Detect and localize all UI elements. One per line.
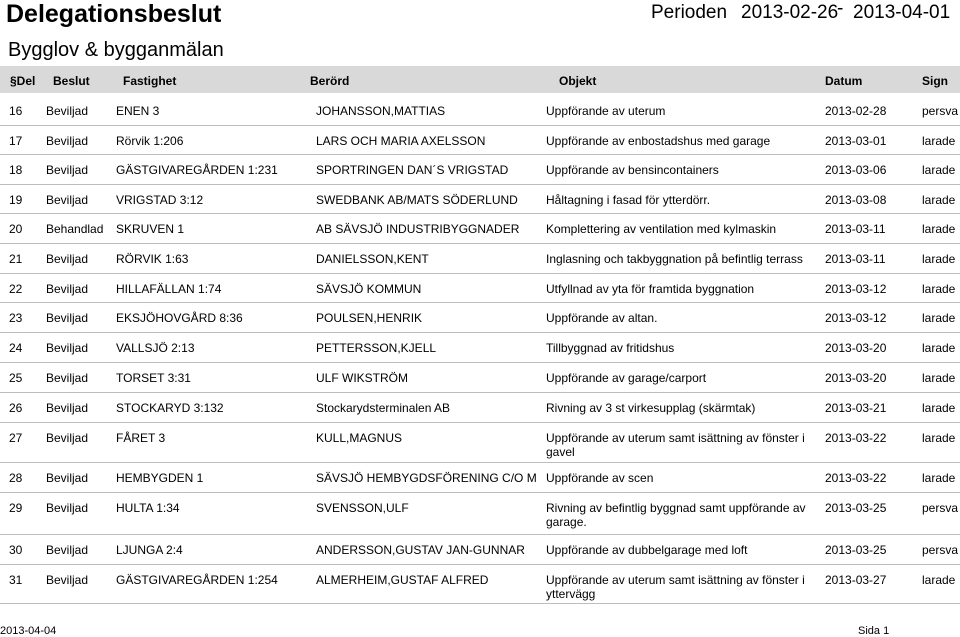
cell-datum: 2013-02-28 (825, 104, 887, 118)
table-row (0, 193, 960, 223)
cell-sign: larade (922, 573, 956, 587)
cell-del: 31 (9, 573, 23, 587)
cell-datum: 2013-03-22 (825, 471, 887, 485)
table-row (0, 104, 960, 134)
cell-objekt: Uppförande av garage/carport (546, 371, 707, 385)
cell-sign: larade (922, 282, 956, 296)
cell-berord: ULF WIKSTRÖM (316, 371, 408, 385)
cell-objekt: Rivning av befintlig byggnad samt uppförande av garage. (546, 501, 806, 529)
cell-berord: AB SÄVSJÖ INDUSTRIBYGGNADER (316, 222, 520, 236)
cell-sign: larade (922, 311, 956, 325)
column-header-fastighet: Fastighet (123, 74, 177, 88)
cell-beslut: Beviljad (46, 573, 89, 587)
cell-datum: 2013-03-22 (825, 431, 887, 445)
cell-berord: LARS OCH MARIA AXELSSON (316, 134, 486, 148)
cell-objekt: Uppförande av dubbelgarage med loft (546, 543, 748, 557)
cell-beslut: Beviljad (46, 193, 89, 207)
cell-objekt: Uppförande av enbostadshus med garage (546, 134, 771, 148)
footer-page-number: Sida 1 (858, 625, 890, 637)
column-header-datum: Datum (825, 74, 863, 88)
cell-datum: 2013-03-25 (825, 501, 887, 515)
cell-fastighet: ENEN 3 (116, 104, 160, 118)
cell-datum: 2013-03-21 (825, 401, 887, 415)
footer-date: 2013-04-04 (0, 625, 57, 637)
cell-fastighet: FÅRET 3 (116, 431, 166, 445)
cell-fastighet: RÖRVIK 1:63 (116, 252, 189, 266)
table-row (0, 401, 960, 431)
cell-datum: 2013-03-27 (825, 573, 887, 587)
cell-objekt: Rivning av 3 st virkesupplag (skärmtak) (546, 401, 756, 415)
cell-fastighet: HILLAFÄLLAN 1:74 (116, 282, 222, 296)
cell-del: 19 (9, 193, 23, 207)
cell-sign: larade (922, 163, 956, 177)
cell-beslut: Beviljad (46, 252, 89, 266)
cell-del: 21 (9, 252, 23, 266)
cell-objekt: Inglasning och takbyggnation på befintlig terrass (546, 252, 803, 266)
table-row (0, 371, 960, 401)
cell-datum: 2013-03-12 (825, 282, 887, 296)
row-divider (0, 302, 960, 303)
row-divider (0, 392, 960, 393)
cell-datum: 2013-03-20 (825, 371, 887, 385)
cell-fastighet: VRIGSTAD 3:12 (116, 193, 204, 207)
row-divider (0, 273, 960, 274)
cell-sign: larade (922, 471, 956, 485)
cell-sign: larade (922, 401, 956, 415)
cell-fastighet: VALLSJÖ 2:13 (116, 341, 195, 355)
cell-sign: larade (922, 371, 956, 385)
row-divider (0, 362, 960, 363)
cell-sign: larade (922, 134, 956, 148)
cell-objekt: Utfyllnad av yta för framtida byggnation (546, 282, 755, 296)
table-row (0, 222, 960, 252)
cell-fastighet: STOCKARYD 3:132 (116, 401, 224, 415)
table-row (0, 163, 960, 193)
cell-berord: PETTERSSON,KJELL (316, 341, 437, 355)
cell-del: 22 (9, 282, 23, 296)
period-to: 2013-04-01 (853, 2, 951, 23)
cell-fastighet: SKRUVEN 1 (116, 222, 185, 236)
cell-del: 18 (9, 163, 23, 177)
cell-fastighet: Rörvik 1:206 (116, 134, 184, 148)
cell-beslut: Beviljad (46, 401, 89, 415)
row-divider (0, 332, 960, 333)
cell-beslut: Beviljad (46, 341, 89, 355)
cell-del: 17 (9, 134, 23, 148)
table-row (0, 501, 960, 531)
cell-berord: ANDERSSON,GUSTAV JAN-GUNNAR (316, 543, 525, 557)
cell-datum: 2013-03-25 (825, 543, 887, 557)
cell-datum: 2013-03-01 (825, 134, 887, 148)
cell-objekt: Uppförande av scen (546, 471, 654, 485)
row-divider (0, 184, 960, 185)
column-header-objekt: Objekt (559, 74, 597, 88)
cell-fastighet: HEMBYGDEN 1 (116, 471, 204, 485)
cell-beslut: Beviljad (46, 134, 89, 148)
cell-sign: persva (922, 543, 959, 557)
cell-del: 20 (9, 222, 23, 236)
period-from: 2013-02-26 (741, 2, 839, 23)
cell-sign: persva (922, 104, 959, 118)
cell-berord: ALMERHEIM,GUSTAF ALFRED (316, 573, 489, 587)
cell-objekt: Tillbyggnad av fritidshus (546, 341, 675, 355)
table-row (0, 282, 960, 312)
table-row (0, 543, 960, 573)
cell-del: 23 (9, 311, 23, 325)
row-divider (0, 125, 960, 126)
cell-berord: SVENSSON,ULF (316, 501, 409, 515)
cell-fastighet: HULTA 1:34 (116, 501, 180, 515)
row-divider (0, 422, 960, 423)
period-separator: - (837, 0, 844, 19)
cell-beslut: Beviljad (46, 543, 89, 557)
row-divider (0, 603, 960, 604)
row-divider (0, 213, 960, 214)
row-divider (0, 154, 960, 155)
cell-datum: 2013-03-20 (825, 341, 887, 355)
cell-datum: 2013-03-11 (825, 252, 886, 266)
cell-fastighet: GÄSTGIVAREGÅRDEN 1:231 (116, 163, 278, 177)
cell-datum: 2013-03-08 (825, 193, 887, 207)
column-header-sign: Sign (922, 74, 948, 88)
cell-beslut: Beviljad (46, 311, 89, 325)
table-row (0, 252, 960, 282)
cell-del: 30 (9, 543, 23, 557)
table-row (0, 341, 960, 371)
row-divider (0, 492, 960, 493)
cell-berord: KULL,MAGNUS (316, 431, 403, 445)
table-row (0, 134, 960, 164)
cell-beslut: Beviljad (46, 471, 89, 485)
cell-del: 28 (9, 471, 23, 485)
cell-fastighet: GÄSTGIVAREGÅRDEN 1:254 (116, 573, 278, 587)
cell-del: 24 (9, 341, 23, 355)
cell-beslut: Beviljad (46, 501, 89, 515)
cell-berord: SÄVSJÖ HEMBYGDSFÖRENING C/O M (316, 471, 537, 485)
row-divider (0, 243, 960, 244)
row-divider (0, 534, 960, 535)
table-row (0, 431, 960, 461)
cell-del: 16 (9, 104, 23, 118)
cell-sign: larade (922, 341, 956, 355)
cell-objekt: Uppförande av uterum samt isättning av fönster i gavel (546, 431, 805, 459)
cell-datum: 2013-03-11 (825, 222, 886, 236)
cell-fastighet: EKSJÖHOVGÅRD 8:36 (116, 311, 243, 325)
cell-fastighet: LJUNGA 2:4 (116, 543, 183, 557)
cell-sign: larade (922, 193, 956, 207)
cell-berord: SPORTRINGEN DAN´S VRIGSTAD (316, 163, 509, 177)
cell-sign: larade (922, 431, 956, 445)
cell-beslut: Beviljad (46, 371, 89, 385)
cell-sign: larade (922, 222, 956, 236)
cell-objekt: Uppförande av altan. (546, 311, 658, 325)
cell-sign: persva (922, 501, 959, 515)
cell-objekt: Uppförande av bensincontainers (546, 163, 719, 177)
cell-objekt: Håltagning i fasad för ytterdörr. (546, 193, 711, 207)
cell-berord: SWEDBANK AB/MATS SÖDERLUND (316, 193, 518, 207)
table-row (0, 311, 960, 341)
cell-objekt: Komplettering av ventilation med kylmaskin (546, 222, 777, 236)
cell-objekt: Uppförande av uterum (546, 104, 666, 118)
cell-berord: DANIELSSON,KENT (316, 252, 429, 266)
cell-del: 25 (9, 371, 23, 385)
column-header-del: §Del (10, 74, 36, 88)
page-subtitle: Bygglov & bygganmälan (8, 39, 224, 61)
column-header-berord: Berörd (310, 74, 350, 88)
period-label: Perioden (651, 2, 728, 23)
row-divider (0, 564, 960, 565)
cell-berord: JOHANSSON,MATTIAS (316, 104, 446, 118)
table-row (0, 573, 960, 603)
cell-beslut: Beviljad (46, 104, 89, 118)
row-divider (0, 462, 960, 463)
table-row (0, 471, 960, 501)
cell-del: 26 (9, 401, 23, 415)
cell-sign: larade (922, 252, 956, 266)
cell-datum: 2013-03-06 (825, 163, 887, 177)
cell-del: 29 (9, 501, 23, 515)
cell-fastighet: TORSET 3:31 (116, 371, 191, 385)
column-header-beslut: Beslut (53, 74, 90, 88)
cell-berord: Stockarydsterminalen AB (316, 401, 451, 415)
cell-berord: POULSEN,HENRIK (316, 311, 423, 325)
cell-objekt: Uppförande av uterum samt isättning av fönster i yttervägg (546, 573, 805, 601)
cell-del: 27 (9, 431, 23, 445)
page-title: Delegationsbeslut (6, 0, 222, 28)
cell-beslut: Beviljad (46, 163, 89, 177)
cell-beslut: Beviljad (46, 431, 89, 445)
cell-berord: SÄVSJÖ KOMMUN (316, 282, 422, 296)
cell-beslut: Beviljad (46, 282, 89, 296)
cell-datum: 2013-03-12 (825, 311, 887, 325)
table-header (0, 66, 960, 93)
cell-beslut: Behandlad (46, 222, 104, 236)
